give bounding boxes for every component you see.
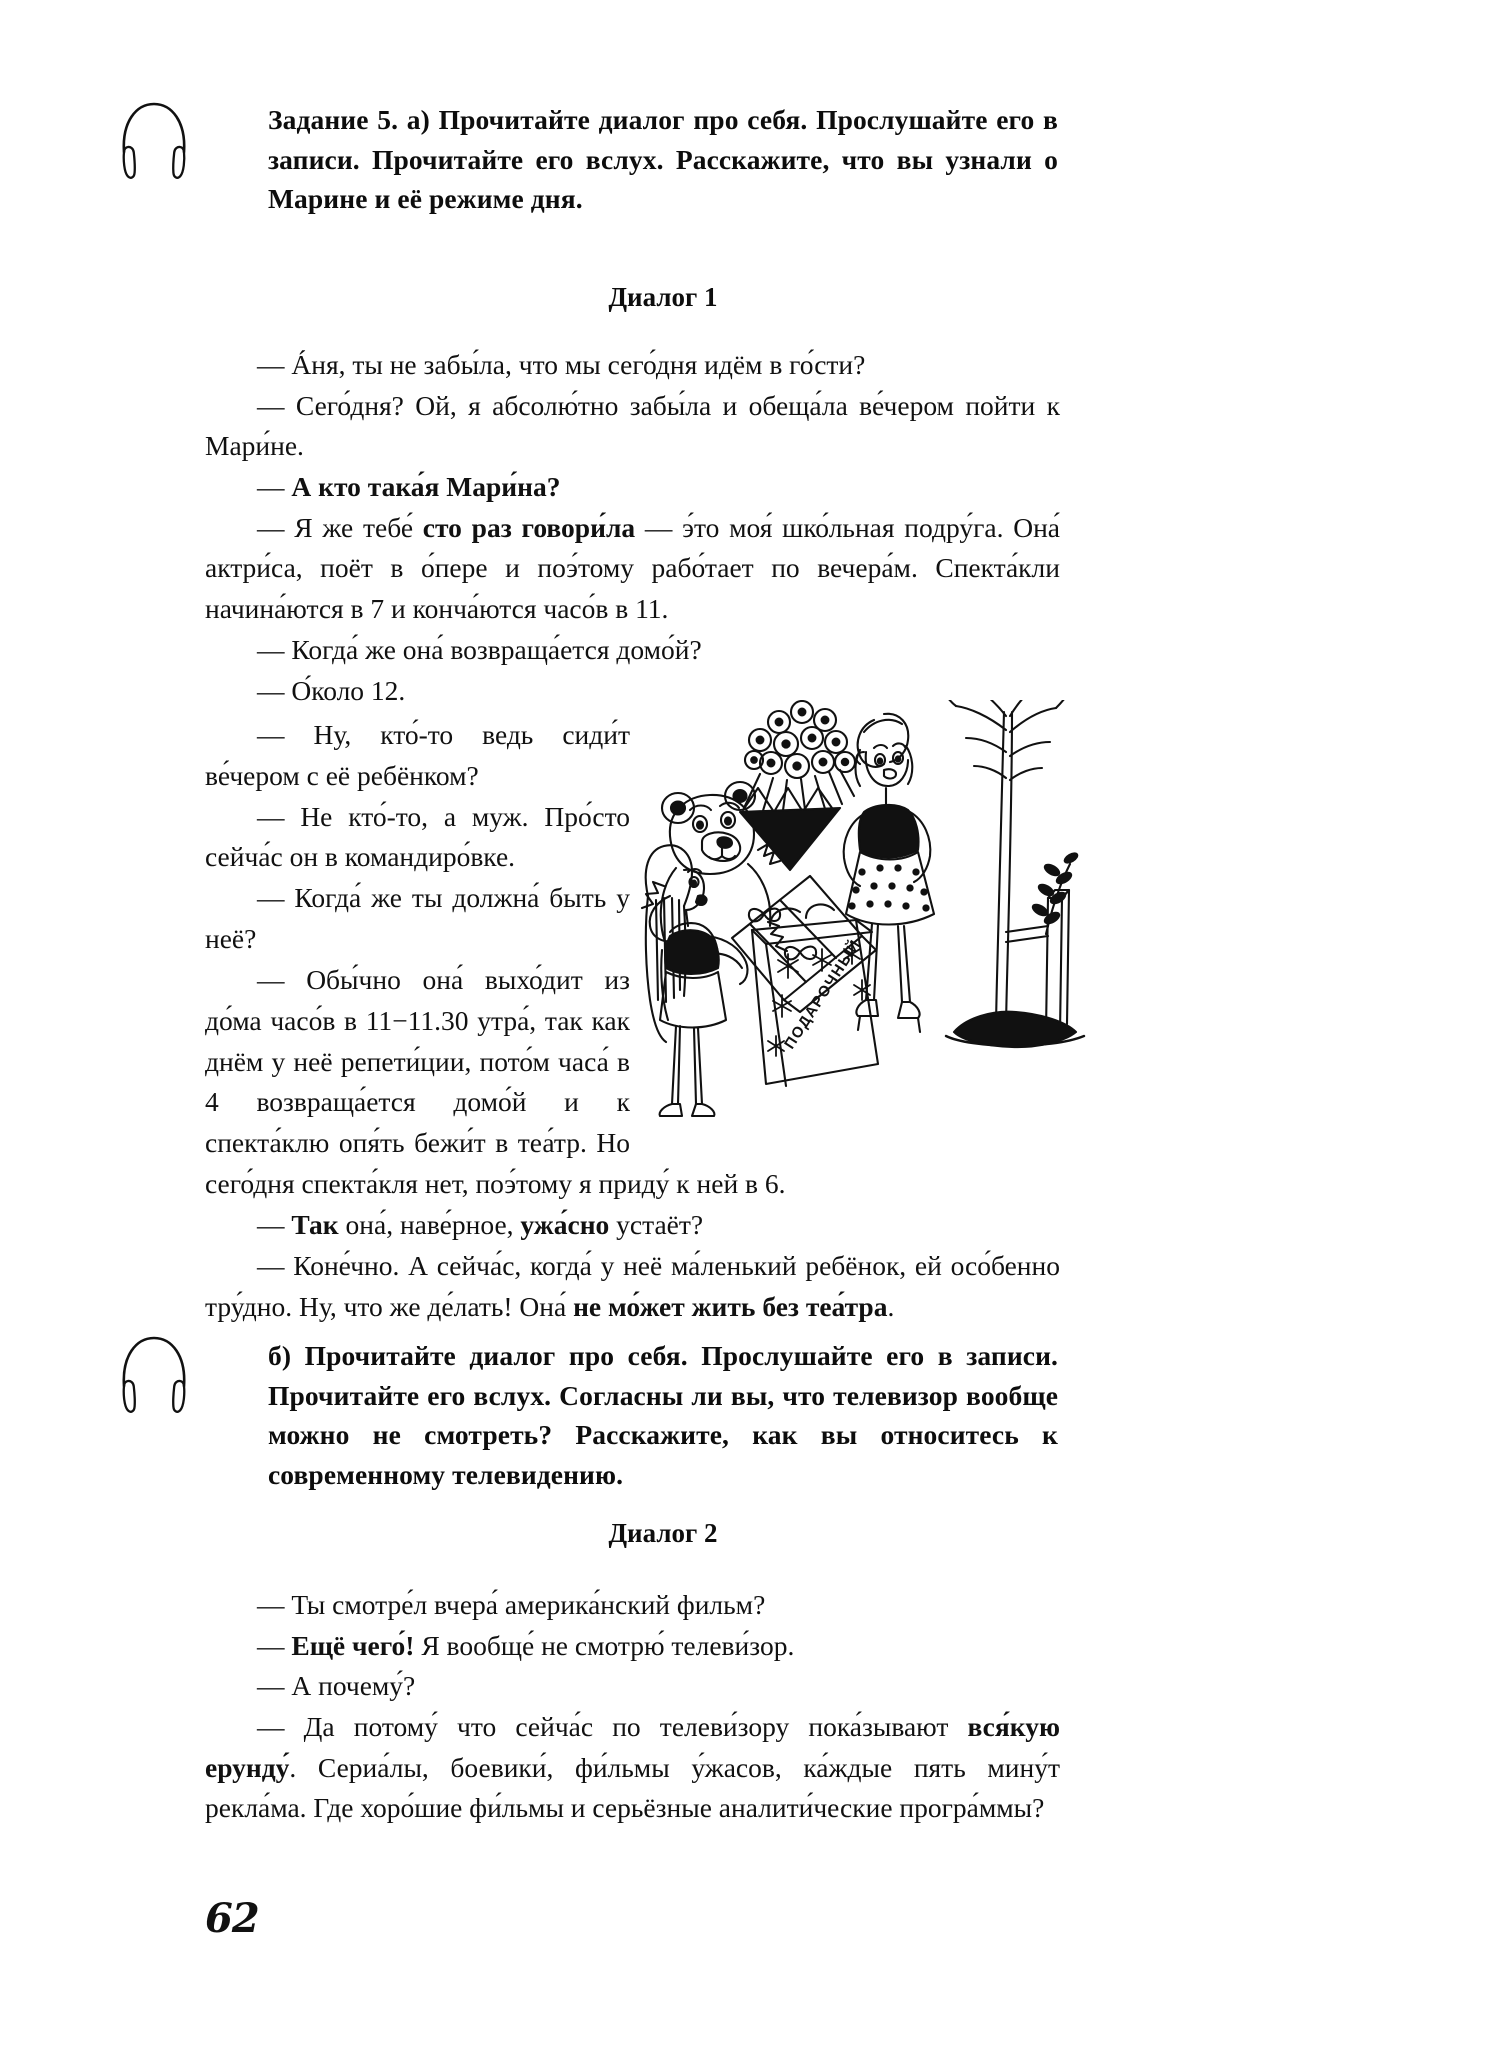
dialog-line: [205, 1205, 1060, 1246]
dialog-line: [205, 508, 1060, 630]
line-text: — Когда́ же она́ возвраща́ется домо́й?: [257, 633, 702, 665]
dialog-1-flow-text: [205, 715, 1060, 1327]
dialog-2-text: [205, 1585, 1060, 1829]
dialog-1-heading: Диалог 1: [608, 282, 718, 312]
dialog-1-top-text: [205, 345, 1060, 711]
line-text: — Обы́чно она́ выхо́дит из до́ма часо́в в 11−11.30 утра́, так как днём у неё репети́ции, пото́м часа́ в 4 возвраща́ется домо́й и к спекта́клю опя́ть бежи́т в теа́тр. Но сего́дня спекта́кля нет, поэ́тому я приду́ к ней в 6.: [205, 963, 786, 1200]
emphasis-text: вся́кую ерунду́: [205, 1711, 1060, 1783]
dialog-line: [205, 386, 1060, 467]
line-text: — Сего́дня? Ой, я абсолю́тно забы́ла и обеща́ла ве́чером пойти к Мари́не.: [205, 389, 1060, 462]
illustration-wrap-spacer: [630, 715, 1060, 1135]
line-text: — Я же тебе́: [257, 511, 423, 543]
line-text: устаёт?: [609, 1208, 704, 1240]
dialog-line: [205, 345, 1060, 386]
dialog-2-heading: Диалог 2: [608, 1518, 718, 1548]
line-text: — О́коло 12.: [257, 674, 406, 706]
dialog-line: [205, 1666, 1060, 1707]
dialog-line: [205, 1246, 1060, 1328]
gift-bag-label: ПОДАРОЧНЫЙ: [781, 936, 865, 1053]
emphasis-text: А кто така́я Мари́на?: [291, 471, 561, 503]
headphones-icon: [118, 96, 190, 188]
dialog-line: [205, 467, 1060, 508]
line-text: — Коне́чно. А сейча́с, когда́ у неё ма́ленький ребёнок, ей осо́бенно тру́дно. Ну, что же де́лать! Она́: [205, 1249, 1060, 1322]
line-text: — Когда́ же ты должна́ быть у неё?: [205, 882, 630, 955]
dialog-line: [205, 1626, 1060, 1667]
task-b-instruction: б) Прочитайте диалог про себя. Прослушайте его в записи. Прочитайте его вслух. Согласны ли вы, что телевизор вообще можно не смотреть? Расскажите, как вы относитесь к современному телевидению.: [268, 1340, 1058, 1490]
line-text: —: [257, 1629, 292, 1661]
dialog-line: [205, 1585, 1060, 1626]
line-text: — Áня, ты не забы́ла, что мы сего́дня идём в го́сти?: [257, 349, 866, 380]
emphasis-text: сто раз говори́ла: [422, 511, 636, 543]
headphones-icon-b: [118, 1330, 190, 1422]
page-number: 62: [205, 1895, 259, 1942]
line-text: Я вообще́ не смотрю́ телеви́зор.: [414, 1629, 795, 1661]
line-text: — Ты смотре́л вчера́ америка́нский фильм?: [257, 1589, 766, 1620]
emphasis-text: ужа́сно: [520, 1208, 610, 1240]
task-a-instruction: Задание 5. а) Прочитайте диалог про себя. Прослушайте его в записи. Прочитайте его вслух. Расскажите, что вы узнали о Марине и её режиме дня.: [268, 104, 1058, 215]
emphasis-text: Так: [291, 1208, 339, 1240]
emphasis-text: Ещё чего́!: [291, 1629, 415, 1661]
line-text: — Не кто́-то, а муж. Про́сто сейча́с он в командиро́вке.: [205, 800, 630, 873]
line-text: —: [257, 1208, 292, 1240]
line-text: .: [887, 1290, 895, 1322]
line-text: — Ну, кто́-то ведь сиди́т ве́чером с её ребёнком?: [205, 719, 630, 791]
line-text: она́, наве́рное,: [338, 1208, 521, 1240]
line-text: —: [257, 471, 292, 503]
line-text: — А почему́?: [257, 1670, 416, 1702]
line-text: — Да потому́ что сейча́с по телеви́зору пока́зывают: [257, 1711, 968, 1743]
line-text: — э́то моя́ шко́льная подру́га. Она́ актри́са, поёт в о́пере и поэ́тому рабо́тает по вечера́м. Спекта́кли начина́ются в 7 и конча́ются часо́в в 11.: [205, 511, 1060, 625]
emphasis-text: не мо́жет жить без теа́тра: [573, 1290, 888, 1322]
dialog-line: [205, 630, 1060, 671]
line-text: . Сериа́лы, боевики́, фи́льмы у́жасов, ка́ждые пять мину́т рекла́ма. Где хоро́шие фи́льмы и серьёзные аналити́ческие програ́ммы?: [205, 1751, 1060, 1824]
dialog-line: [205, 1707, 1060, 1829]
